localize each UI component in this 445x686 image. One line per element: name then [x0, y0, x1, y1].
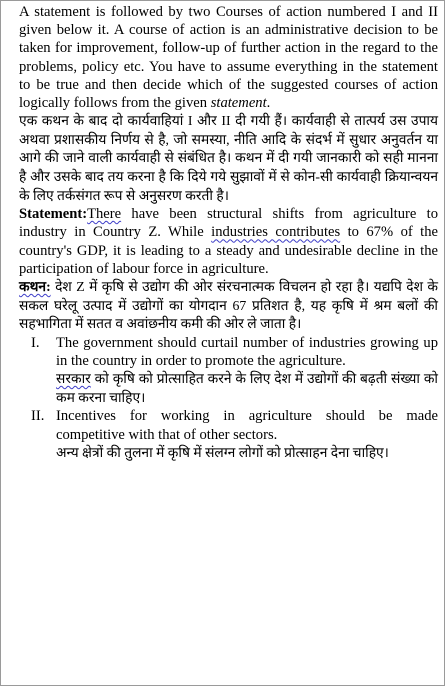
- instructions-hindi: एक कथन के बाद दो कार्यवाहियां I और II दी गयी हैं। कार्यवाही से तात्पर्य उस उपाय अथवा प्रशासकीय निर्णय से है, जो समस्या, नीति आदि के संदर्भ में सुधार अनुवर्तन या आगे की जाने वाली कार्यवाही से संबंधित है। कथन में दी गयी जानकारी को सही मानना है और उसके बाद तय करना है कि दिये गये सुझावों में से कोन-सी कार्यवाही क्रियान्वयन के लिए तर्कसंगत रूप से अनुसरण करती है।: [19, 113, 438, 203]
- option-2-hindi-text: अन्य क्षेत्रों की तुलना में कृषि में संलग्न लोगों को प्रोत्साहन देना चाहिए।: [56, 444, 389, 460]
- instructions-italic-word: statement: [210, 95, 267, 112]
- option-1-body: [56, 334, 438, 408]
- options-list: [19, 334, 438, 463]
- statement-label: Statement:: [19, 206, 88, 223]
- statement-hindi-text: देश Z में कृषि से उद्योग की ओर संरचनात्मक विचलन हो रहा है। यद्यपि देश के सकल घरेलू उत्पाद में उद्योगों का योगदान 67 प्रतिशत है, यह कृषि में श्रम बलों की सहभागिता में सतत व अवांछनीय कमी की ओर ले जाता है।: [19, 279, 438, 332]
- statement-text-part2: to 67% of the country's GDP, it is leading to a steady and undesirable decline in the participation of labour force in agriculture.: [19, 224, 438, 277]
- instructions-period: .: [266, 95, 271, 112]
- statement-text-part1: have been structural shifts from agriculture to industry in Country Z. While: [19, 206, 438, 241]
- statement-english: [19, 205, 438, 278]
- option-1-hindi-flagged-word: सरकार: [56, 371, 91, 387]
- option-1-number: I.: [31, 334, 40, 351]
- option-2-body: [56, 407, 438, 462]
- option-1-hindi-text: को कृषि को प्रोत्साहित करने के लिए देश में उद्योगों की बढ़ती संख्या को कम करना चाहिए।: [56, 371, 438, 405]
- option-2-number: II.: [31, 408, 45, 425]
- option-1-english: The government should curtail number of industries growing up in the country in order to promote the agriculture.: [56, 334, 438, 369]
- option-2-hindi: [56, 444, 438, 463]
- option-1: [31, 334, 438, 408]
- statement-flagged-phrase: industries contributes: [211, 224, 341, 241]
- statement-hindi: [19, 278, 438, 334]
- option-1-hindi: [56, 370, 438, 407]
- instructions-english-text: A statement is followed by two Courses of action numbered I and II given below it. A course of action is an administrative decision to be taken for improvement, follow-up of further action in the regard to the problems, policy etc. You have to assume everything in the statement to be true and then decide which of the suggested courses of action logically follows from the given: [19, 4, 438, 112]
- instructions-english: [19, 3, 438, 112]
- statement-hindi-label: कथन:: [19, 279, 51, 294]
- option-2: [31, 407, 438, 462]
- statement-flagged-word: There: [87, 206, 122, 223]
- option-2-english: Incentives for working in agriculture should be made competitive with that of other sectors.: [56, 408, 438, 443]
